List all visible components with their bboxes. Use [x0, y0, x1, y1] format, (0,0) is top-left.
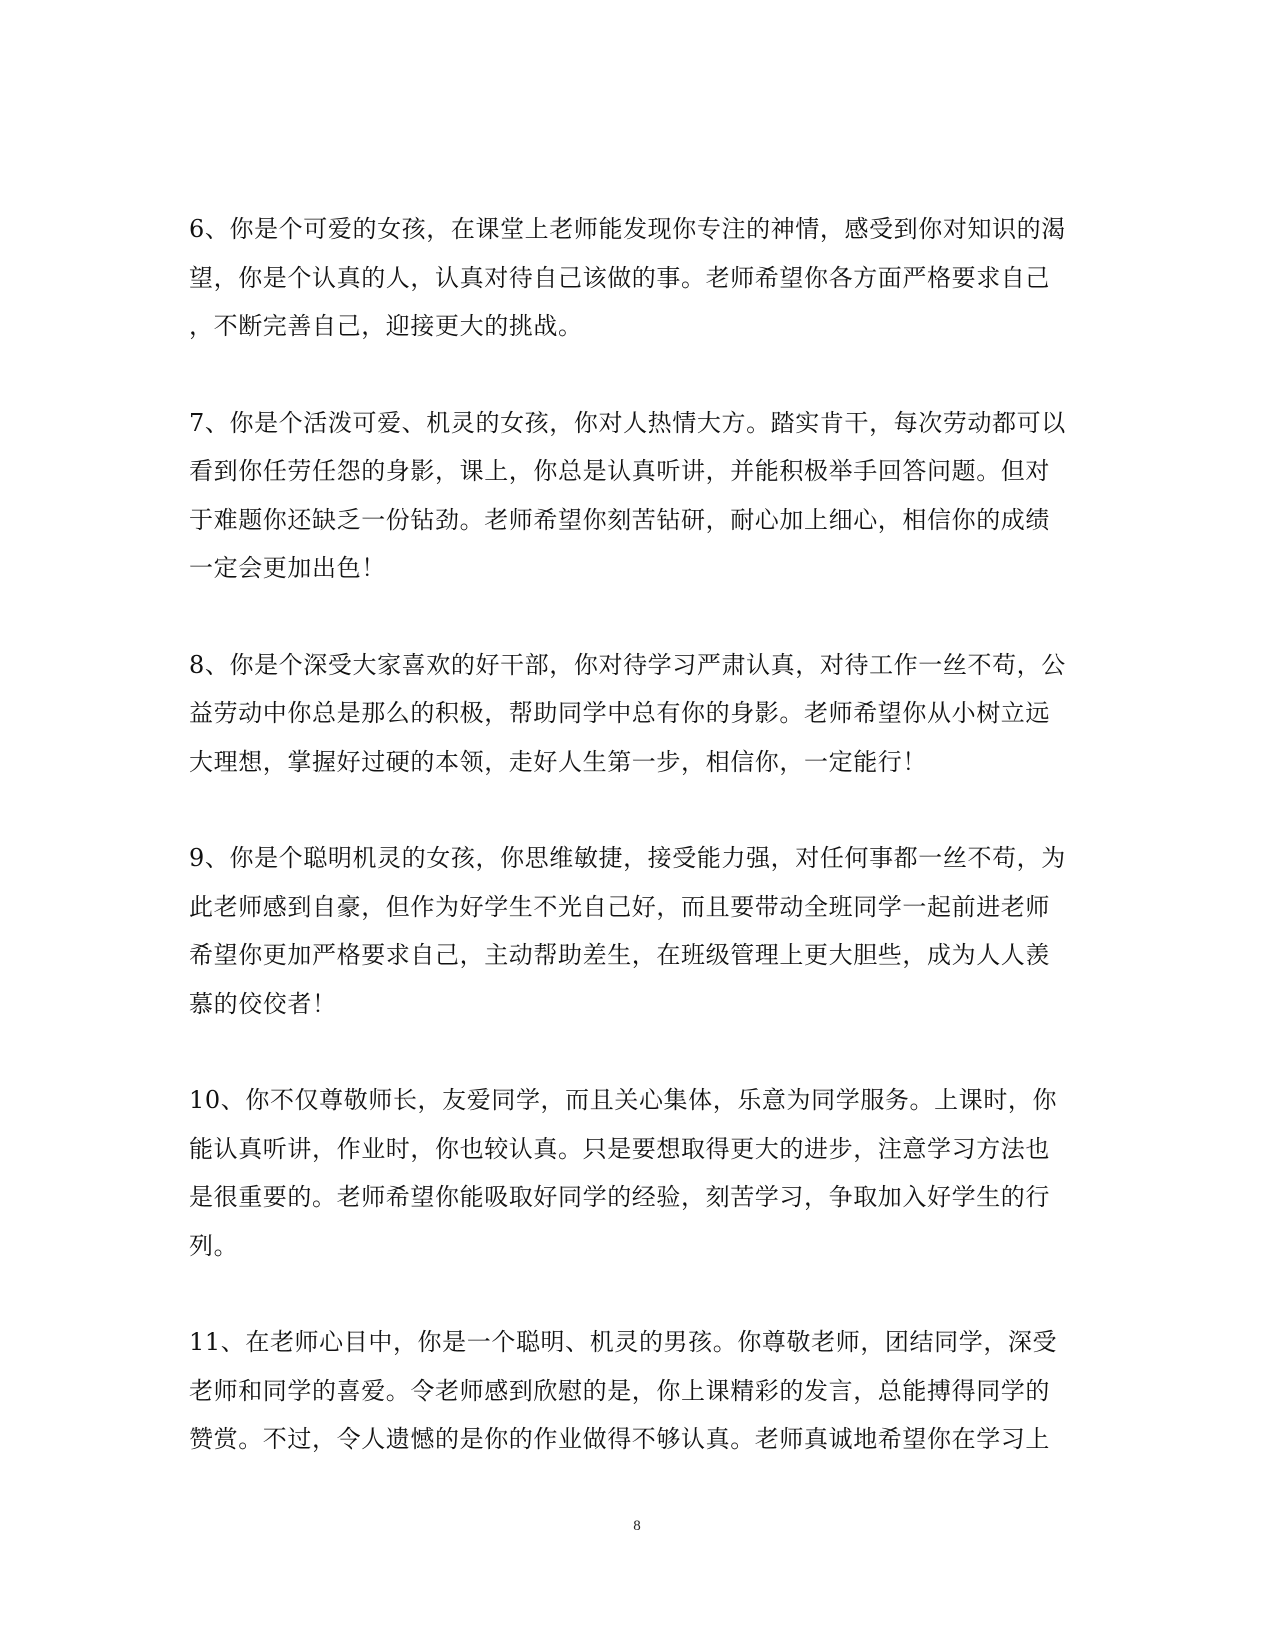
- paragraph-9: [189, 834, 1079, 1028]
- text-line: 此老师感到自豪，但作为好学生不光自己好，而且要带动全班同学一起前进老师: [189, 892, 1050, 921]
- paragraph-11: [189, 1318, 1079, 1464]
- text-line: 大理想，掌握好过硬的本领，走好人生第一步，相信你，一定能行！: [189, 747, 927, 776]
- text-line: 8、你是个深受大家喜欢的好干部，你对待学习严肃认真，对待工作一丝不苟，公: [189, 650, 1066, 679]
- text-line: ，不断完善自己，迎接更大的挑战。: [189, 312, 583, 340]
- text-line: 希望你更加严格要求自己，主动帮助差生，在班级管理上更大胆些，成为人人羡: [189, 941, 1050, 969]
- text-line: 于难题你还缺乏一份钻劲。老师希望你刻苦钻研，耐心加上细心，相信你的成绩: [189, 505, 1050, 534]
- document-body: [189, 205, 1079, 1512]
- paragraph-10: [189, 1076, 1079, 1270]
- paragraph-8: [189, 641, 1079, 787]
- text-line: 赞赏。不过，令人遗憾的是你的作业做得不够认真。老师真诚地希望你在学习上: [189, 1425, 1050, 1453]
- text-line: 10、你不仅尊敬师长，友爱同学，而且关心集体，乐意为同学服务。上课时，你: [189, 1086, 1058, 1114]
- page-number: 8: [633, 1518, 641, 1534]
- text-line: 慕的佼佼者！: [189, 989, 337, 1018]
- text-line: 望，你是个认真的人，认真对待自己该做的事。老师希望你各方面严格要求自己: [189, 263, 1050, 292]
- paragraph-6: [189, 205, 1079, 351]
- text-line: 6、你是个可爱的女孩，在课堂上老师能发现你专注的神情，感受到你对知识的渴: [189, 215, 1066, 243]
- paragraph-7: [189, 399, 1079, 593]
- text-line: 益劳动中你总是那么的积极，帮助同学中总有你的身影。老师希望你从小树立远: [189, 699, 1050, 727]
- text-line: 9、你是个聪明机灵的女孩，你思维敏捷，接受能力强，对任何事都一丝不苟，为: [189, 844, 1066, 872]
- text-line: 11、在老师心目中，你是一个聪明、机灵的男孩。你尊敬老师，团结同学，深受: [189, 1328, 1058, 1356]
- text-line: 看到你任劳任怨的身影，课上，你总是认真听讲，并能积极举手回答问题。但对: [189, 457, 1050, 485]
- text-line: 是很重要的。老师希望你能吸取好同学的经验，刻苦学习，争取加入好学生的行: [189, 1183, 1050, 1211]
- text-line: 老师和同学的喜爱。令老师感到欣慰的是，你上课精彩的发言，总能搏得同学的: [189, 1376, 1050, 1405]
- text-line: 能认真听讲，作业时，你也较认真。只是要想取得更大的进步，注意学习方法也: [189, 1134, 1050, 1163]
- text-line: 列。: [189, 1231, 239, 1260]
- text-line: 7、你是个活泼可爱、机灵的女孩，你对人热情大方。踏实肯干，每次劳动都可以: [189, 408, 1066, 437]
- text-line: 一定会更加出色！: [189, 554, 386, 582]
